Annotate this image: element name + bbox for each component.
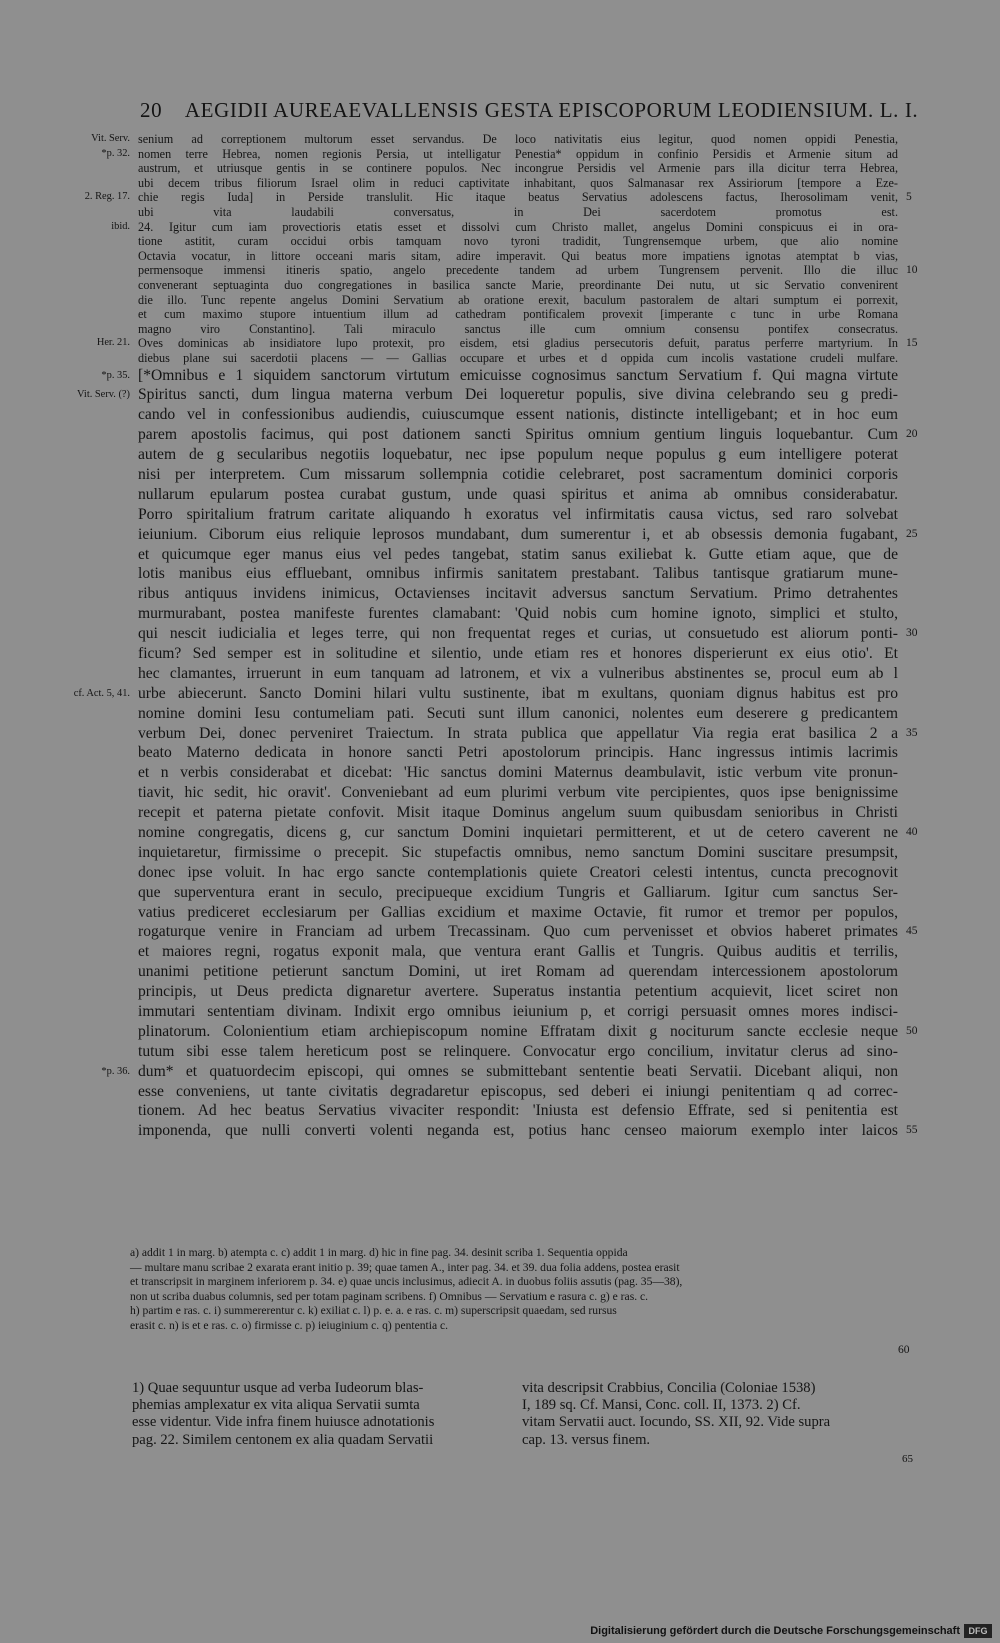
margin-reference: Her. 21. (96, 337, 130, 349)
note-line: esse videntur. Vide infra finem huiusce adnotationis (132, 1414, 435, 1431)
text-line (84, 190, 912, 205)
footnote-line: a) addit 1 in marg. b) atempta c. c) addit 1 in marg. d) hic in fine pag. 34. desinit scriba 1. Sequentia oppida (130, 1246, 628, 1259)
text-line (138, 465, 908, 485)
line-number: 10 (906, 264, 918, 277)
line-text: esse conveniens, ut tante civitatis degradaretur episcopus, sed deberi ei iniungi penitentiam q ad correc- (138, 1082, 898, 1100)
text-line (138, 982, 908, 1002)
line-text: recepit et paterna pietate confovit. Misit itaque Dominus angelum suum quibusdam senioribus in Christi (138, 804, 898, 822)
footnote-line: non ut scriba duabus columnis, sed per totam paginam scribens. f) Omnibus — Servatium e rasura c. g) e ras. c. (130, 1289, 649, 1303)
text-line (73, 684, 908, 704)
text-line (96, 336, 918, 351)
line-text: convenerant septuaginta duo congregationes in basilica sancte Marie, preordinante Dei nutu, ut sic Servatio convenirent (138, 277, 898, 292)
margin-reference: 2. Reg. 17. (84, 191, 130, 203)
line-number: 15 (906, 337, 918, 350)
text-line (138, 278, 908, 293)
line-text: principis, ut Deus predicta dignaretur avertere. Superatus instantia petentium acquievit, licet sciret non (138, 983, 898, 1001)
margin-reference: Vit. Serv. (91, 133, 130, 144)
line-text: nomen terre Hebrea, nomen regionis Persia, ut intelligatur Penestia* oppidum in confinio Persidis et Armenie situm ad (138, 146, 898, 161)
line-number: 5 (906, 191, 912, 204)
digitization-credit: Digitalisierung gefördert durch die Deutsche Forschungsgemeinschaft (590, 1625, 960, 1637)
text-line (138, 743, 908, 763)
line-text: dum* et quatuordecim episcopi, qui omnes se submittebant sententie beati Servatii. Dicebant aliqui, non (138, 1062, 898, 1080)
text-line (138, 664, 908, 684)
line-number: 20 (906, 428, 918, 441)
line-text: tiavit, hic sedit, hic oravit'. Conveniebant ad eum plurimi verbum vite percipientes, quos ipse benignissime (138, 784, 898, 802)
text-line (138, 823, 918, 843)
text-line (138, 205, 908, 220)
note-line: phemias amplexatur ex vita aliqua Servatii sumta (132, 1397, 420, 1414)
note-line: cap. 13. versus finem. (522, 1431, 651, 1448)
line-text: Octavia vocatur, in littore occeani maris sitam, adire imperavit. Qui beatus more impatiens ignotas atemptat b vias, (138, 248, 898, 263)
line-number: 25 (906, 527, 918, 540)
text-line (138, 704, 908, 724)
line-text: donec ipse voluit. In hac ergo sancte contemplationis quiete Creatori celesti intentus, cuncta precognovit (138, 863, 898, 881)
line-number: 50 (906, 1024, 918, 1037)
line-text: immutari sententiam divinam. Indixit ergo omnibus ieiunium p, et corrigi persuasit omnes mores indisci- (138, 1003, 898, 1020)
line-text: austrum, et utriusque gentis in se continere populos. Nec incongrue Persidis vel Armenie pars illa dicitur terra Hebrea, (138, 161, 898, 176)
text-line (91, 132, 908, 147)
text-line (138, 351, 908, 366)
line-text: magno viro Constantino]. Tali miraculo sanctus ille cum omnium consensu pontifex consecratus. (138, 321, 898, 336)
text-line (138, 942, 908, 962)
line-text: et cum maximo stupore intuentium illum ad cathedram pontificalem provexit [imperante c tunc in urbe Romana (138, 307, 898, 322)
text-line (138, 803, 908, 823)
line-text: tutum sibi esse talem hereticum post se relinquere. Convocatur ergo concilium, invitatur clerus ad sino- (138, 1042, 898, 1060)
margin-reference: ibid. (111, 220, 130, 232)
text-line (138, 307, 908, 322)
critical-apparatus (130, 1246, 900, 1334)
line-text: que superventura erant in seculo, precipueque excidium Tungris et Galliarum. Igitur cum sanctus Ser- (138, 883, 898, 901)
note-line: vita descripsit Crabbius, Concilia (Coloniae 1538) (522, 1380, 816, 1396)
margin-reference: cf. Act. 5, 41. (73, 687, 130, 699)
running-header (140, 98, 919, 123)
text-line (138, 564, 908, 584)
line-text: hec clamantes, irruerunt in eum tanquam ad latronem, et vix a vulneribus abstinentes se, procul eum ab l (138, 664, 898, 682)
line-text: tionem. Ad hec beatus Servatius vivaciter respondit: 'Iniusta est defensio Effrate, sed si penitentia est (138, 1102, 898, 1120)
text-line (138, 322, 908, 337)
line-text: ficum? Sed semper est in solitudine et silentio, unde etiam res et honores disperierunt ex eius otio'. Et (138, 644, 898, 662)
line-text: Oves dominicas ab insidiatore lupo protexit, pro eisdem, etsi gladius persecutoris defuit, paratus perferre martyrium. In (138, 336, 898, 351)
note-line: I, 189 sq. Cf. Mansi, Conc. coll. II, 1373. 2) Cf. (522, 1397, 801, 1414)
text-line (138, 1042, 908, 1062)
line-text: ribus antiquus invidens inimicus, Octavienses incitavit adversus sanctum Servatium. Primo detrahentes (138, 585, 898, 603)
line-text: parem apostolis facimus, qui post dationem sancti Spiritus omnium gentium linguis loquebantur. Cum (138, 426, 898, 444)
line-text: nullarum epularum postea curabat gustum, unde quasi spiritus et anima ab omnibus considerabatur. (138, 485, 898, 503)
line-text: plinatorum. Colonientium etiam archiepiscopum nomine Effratam dixit g nociturum sancte ecclesie neque (138, 1022, 898, 1040)
text-line (138, 545, 908, 565)
line-text: et n verbis considerabat et dicebat: 'Hic sanctus domini Maternus deambulavit, istic verbum vite pronun- (138, 764, 898, 782)
line-text: ubi vita laudabili conversatus, in Dei sacerdotem promotus est. (138, 204, 898, 219)
line-text: ubi decem tribus filiorum Israel olim in reduci captivitate inhabitant, quos Salmanasar rex Assiriorum [tempore a Eze- (138, 175, 898, 190)
text-line (138, 863, 908, 883)
main-text (73, 132, 918, 1141)
text-line (138, 161, 908, 176)
line-text: et maiores regni, rogatus exponit mala, que ventura erant Gallis et Tungris. Quibus auditis et terrilis, (138, 943, 898, 961)
line-text: ieiunium. Ciborum eius reliquie leprosos mundabant, dum sumerentur i, et ab obsessis demonia fugabant, (138, 525, 898, 543)
line-text: urbe abiecerunt. Sancto Domini hilari vultu sustinente, ibat m exultans, quoniam dignus habitus est pro (138, 684, 898, 702)
text-line (138, 903, 908, 923)
note-line: pag. 22. Similem centonem ex alia quadam Servatii (132, 1431, 434, 1448)
footnote-line: h) partim e ras. c. i) summererentur c. k) exiliat c. l) p. e. a. e ras. c. m) superscripsit quaedam, sed rursus (130, 1304, 617, 1318)
line-text: nomine congregatis, dicens g, cur sanctum Domini inquietari permitterent, et ut de cetero caverent ne (138, 823, 898, 841)
text-line (138, 883, 908, 903)
text-line (101, 146, 908, 162)
line-number-65: 65 (902, 1453, 913, 1465)
text-line (138, 176, 908, 191)
text-line (138, 962, 908, 982)
text-line (138, 293, 908, 308)
text-line (138, 405, 908, 425)
text-line (77, 385, 908, 405)
line-text: chie regis Iuda] in Perside translulit. Hic itaque beatus Servatius adolescens factus, Iherosolimam venit, (138, 190, 898, 205)
margin-reference: *p. 36. (101, 1065, 130, 1077)
text-line (138, 843, 908, 863)
line-text: inquietaretur, firmissime o precepit. Sic stupefactis omnibus, nemo sanctum Domini suscitare presumpsit, (138, 843, 898, 861)
text-line (101, 1062, 908, 1082)
line-text: die illo. Tunc repente angelus Domini Servatium ab oratione erexit, baculum pastoralem de altari sumptum ei porrexit, (138, 292, 898, 307)
line-number: 40 (906, 825, 918, 838)
book-number: L. I. (879, 98, 919, 122)
text-line (138, 922, 918, 942)
line-text: verbum Dei, donec perveniret Traiectum. In strata publica que appellatur Via regia erat basilica 2 a (138, 724, 898, 742)
text-line (138, 783, 908, 803)
line-text: lotis manibus eius effluebant, omnibus infirmis sanitatem prestabant. Talibus tantisque gratiarum mune- (138, 565, 898, 583)
text-line (138, 425, 918, 445)
text-line (138, 485, 908, 505)
line-text: senium ad correptionem multorum esset servandus. De loco nativitatis eius legitur, quod nomen oppidi Penestia, (138, 132, 898, 146)
margin-reference: Vit. Serv. (?) (77, 389, 130, 401)
line-text: unanimi petitione petierunt sanctum Domini, ut iret Romam ad querendam intercessionem apostolorum (138, 963, 898, 981)
text-line (138, 584, 908, 604)
line-number: 45 (906, 925, 918, 938)
notes-column-left (132, 1380, 502, 1449)
line-text: rogaturque venire in Franciam ad urbem Trecassinam. Quo cum pervenisset et obvios haberet primates (138, 923, 898, 941)
text-line (138, 644, 908, 664)
text-line (138, 1101, 908, 1121)
text-line (138, 624, 918, 644)
line-text: [*Omnibus e 1 siquidem sanctorum virtutum emicuisse cognosimus sanctum Servatium f. Qui magna virtute (138, 366, 898, 384)
text-line (138, 724, 918, 744)
text-line (138, 445, 908, 465)
line-text: beato Materno dedicata in honore sancti Petri apostolorum principis. Hanc ingressus intimis lacrimis (138, 744, 898, 762)
text-line (138, 249, 908, 264)
text-line (138, 525, 918, 545)
running-title: AEGIDII AUREAEVALLENSIS GESTA EPISCOPORUM LEODIENSIUM. (184, 98, 874, 122)
dfg-logo: DFG (964, 1624, 992, 1638)
line-text: cando vel in confessionibus audiendis, cuiuscumque essent nationis, distincte intelligebant; et in hoc eum (138, 406, 898, 424)
text-line (138, 505, 908, 525)
line-text: et quicumque eger manus eius vel pedes tangebat, statim sanus exiliebat k. Gutte etiam aque, que de (138, 545, 898, 563)
line-text: nomine domini Iesu contumeliam pati. Secuti sunt illum canonici, nolentes eum deserere g predicantem (138, 704, 898, 722)
text-line (138, 263, 918, 278)
line-text: 24. Igitur cum iam provectioris etatis esset et dissolvi cum Christo mallet, angelus Domini conspicuus ei in ora- (138, 219, 898, 234)
page-number: 20 (140, 98, 163, 122)
margin-reference: *p. 35. (101, 369, 130, 381)
text-line (138, 1022, 918, 1042)
text-line (138, 763, 908, 783)
footnote-line: — multare manu scribae 2 exarata erant initio p. 39; quae tamen A., inter pag. 34. et 39. dua folia addens, postea erasit (130, 1260, 680, 1274)
line-text: qui nescit iudicialia et leges terre, qui non frequentat reges et curias, ut consuetudo est aliorum ponti- (138, 625, 898, 643)
line-text: Spiritus sancti, dum lingua materna verbum Dei loqueretur populis, sive divina celebrando seu g predi- (138, 386, 898, 404)
margin-reference: *p. 32. (101, 147, 130, 159)
line-number: 30 (906, 627, 918, 640)
line-text: nisi per interpretem. Cum missarum sollempnia cotidie celebraret, post sacramentum dominici corporis (138, 465, 898, 483)
note-line: vitam Servatii auct. Iocundo, SS. XII, 92. Vide supra (522, 1414, 831, 1431)
line-number: 35 (906, 726, 918, 739)
footnote-line: erasit c. n) is et e ras. c. o) firmisse c. p) ieiuginium c. q) pententia c. (130, 1318, 449, 1332)
text-line (111, 219, 908, 235)
notes-column-right (522, 1380, 892, 1449)
line-number-60: 60 (898, 1344, 910, 1356)
line-text: tione astitit, curam occidui orbis tamquam novo tyroni tradidit, Tungrensemque urbem, que alio nomine (138, 234, 898, 249)
line-text: permensoque immensi itineris spatio, angelo precedente tandem ad urbem Tungrensem pervenit. Illo die illuc (138, 263, 898, 278)
text-line (138, 234, 908, 249)
line-text: vatius prediceret ecclesiarum per Gallias excidium et maxime Octavie, fit rumor et tremor per populos, (138, 903, 898, 921)
text-line (101, 366, 908, 386)
text-line (138, 1002, 908, 1022)
line-text: murmurabant, postea manifeste furentes clamabant: 'Quid nobis cum homine ignoto, simplici et stulto, (138, 605, 898, 623)
note-line: 1) Quae sequuntur usque ad verba Iudeorum blas- (132, 1380, 424, 1396)
footnote-line: et transcripsit in marginem inferiorem p. 34. e) quae uncis inclusimus, adiecit A. in duobus foliis assutis (pag. 35—38), (130, 1275, 683, 1289)
line-text: Porro spiritalium fratrum caritate aliquando h exoratus vel infirmitatis causa victus, sed raro solvebat (138, 505, 898, 523)
line-text: autem de g secularibus negotiis loquebatur, nec ipse populum neque populus g eum intelligere poterat (138, 446, 898, 464)
line-text: imponenda, que nulli converti volenti neganda est, potius hanc censeo maiorum exemplo inter laicos (138, 1122, 898, 1140)
line-text: diebus plane sui sacerdotii placens — — Gallias occupare et urbes et d oppida cum incolis vastatione crudeli mulfare. (138, 350, 898, 365)
text-line (138, 1121, 918, 1141)
line-number: 55 (906, 1124, 918, 1137)
text-line (138, 1082, 908, 1102)
text-line (138, 604, 908, 624)
